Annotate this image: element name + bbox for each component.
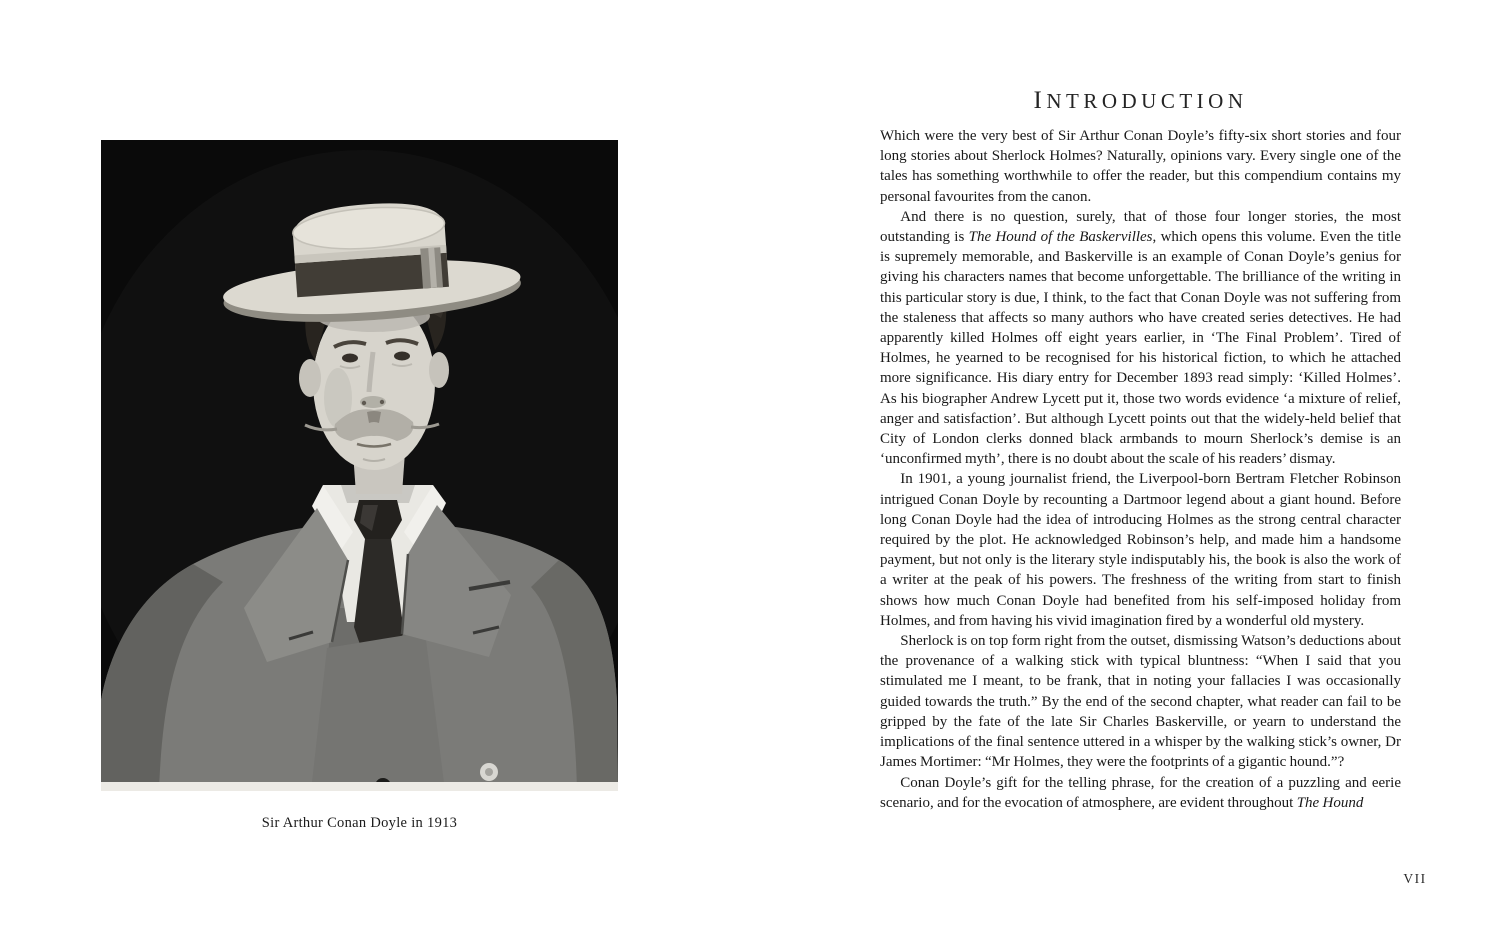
text-segment: , which opens this volume. Even the title is supremely memorable, and Baskerville is an example of Conan Doyle’s genius for giving his characters names that become unforgettable. The brilliance of the writing in this particular story is due, I think, to the fact that Conan Doyle was not suffering from the staleness that affects so many authors who have created series detectives. He had apparently killed Holmes off eight years earlier, in ‘The Final Problem’. Tired of Holmes, he yearned to be recognised for his historical fiction, to which he attached more significance. His diary entry for December 1893 read simply: ‘Killed Holmes’. As his biographer Andrew Lycett put it, those two words evidence ‘a mixture of relief, anger and satisfaction’. But although Lycett points out that the widely-held belief that City of London clerks donned black armbands to mourn Sherlock’s demise is an ‘unconfirmed myth’, there is no doubt about the scale of his readers’ dismay. xyxy=(880,229,1402,468)
text-segment: And there is no question, surely, that of those four longer stories, the most outstanding is xyxy=(880,208,1401,246)
left-ear xyxy=(299,359,321,397)
book-title-italic: The Hound of the Baskervilles xyxy=(968,229,1153,246)
chapter-heading xyxy=(880,79,1401,116)
heading-initial: I xyxy=(1033,87,1047,114)
paragraph xyxy=(880,207,1401,470)
introduction-body-text xyxy=(880,126,1401,813)
paragraph xyxy=(880,469,1401,631)
right-ear xyxy=(429,352,449,388)
paragraph xyxy=(880,126,1401,207)
eyes xyxy=(342,354,358,363)
paragraph xyxy=(880,773,1401,813)
text-segment: In 1901, a young journalist friend, the Liverpool-born Bertram Fletcher Robinson intrigued Conan Doyle by recounting a Dartmoor legend about a giant hound. Before long Conan Doyle had the idea of introducing Holmes as the strong central character required by the plot. He acknowledged Robinson’s help, and made him a handsome payment, but not only is the literary style indisputably his, the book is also the work of a writer at the peak of his powers. The freshness of the writing from start to finish shows how much Conan Doyle had benefited from his self-imposed holiday from Holmes, and from having his vivid imagination fired by a wonderful old mystery. xyxy=(880,471,1401,629)
photo-bottom-margin xyxy=(101,782,618,791)
heading-rest: NTRODUCTION xyxy=(1046,89,1248,113)
text-segment: Which were the very best of Sir Arthur Conan Doyle’s fifty-six short stories and four long stories about Sherlock Holmes? Naturally, opinions vary. Every single one of the tales has something worthwhile to offer the reader, but this compendium contains my personal favourites from the canon. xyxy=(880,128,1401,205)
conan-doyle-portrait-photo xyxy=(101,140,618,791)
paragraph xyxy=(880,631,1401,772)
text-segment: Conan Doyle’s gift for the telling phrase, for the creation of a puzzling and eerie scenario, and for the evocation of atmosphere, are evident throughout xyxy=(880,774,1401,811)
page-number: VII xyxy=(1403,871,1427,886)
photo-caption: Sir Arthur Conan Doyle in 1913 xyxy=(261,815,458,831)
book-title-italic: The Hound xyxy=(1296,794,1364,811)
text-segment: Sherlock is on top form right from the outset, dismissing Watson’s deductions about the provenance of a walking stick with typical bluntness: “When I said that you stimulated me I meant, to be frank, that in noting your fallacies I was occasionally guided towards the truth.” By the end of the second chapter, what reader can fail to be gripped by the fate of the late Sir Charles Baskerville, or yearn to understand the implications of the final sentence uttered in a whisper by the walking stick’s owner, Dr James Mortimer: “Mr Holmes, they were the footprints of a gigantic hound.”? xyxy=(880,633,1401,771)
